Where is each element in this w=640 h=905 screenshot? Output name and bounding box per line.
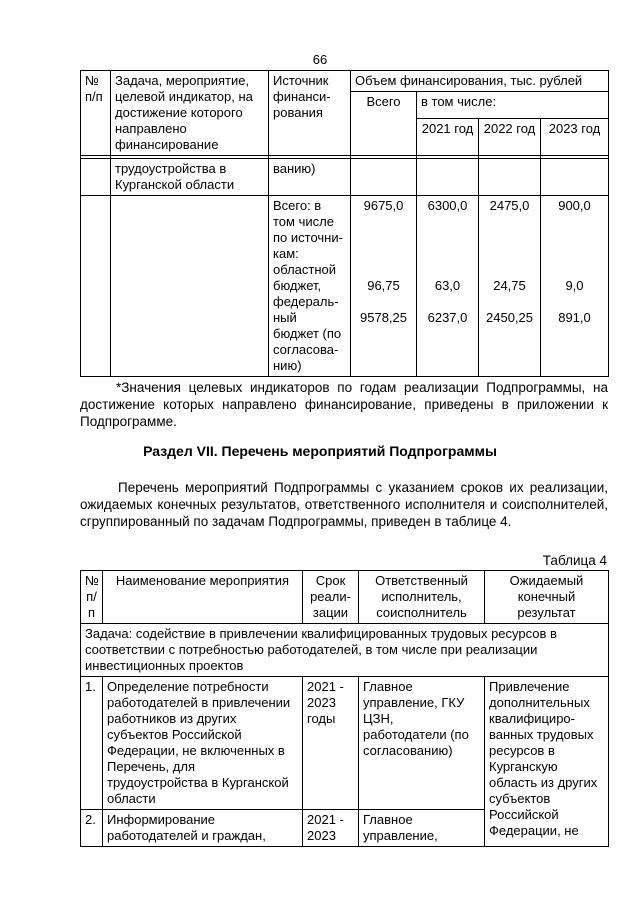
row-num: 1.: [81, 677, 103, 810]
header-task: Задача, мероприятие, целевой индикатор, на достижение которого направлено финансирование: [111, 71, 269, 156]
row2-source: Всего: в том числе по источни-кам: областной бюджет, федераль-ный бюджет (по согласова-нию): [269, 196, 351, 377]
y2023-federal: 891,0: [558, 310, 591, 325]
t2-header-result: Ожидаемый конечный результат: [485, 571, 609, 624]
row2-total: [351, 196, 417, 377]
total-federal: 9578,25: [360, 310, 407, 325]
section-paragraph: Перечень мероприятий Подпрограммы с указанием сроков их реализации, ожидаемых конечных результатов, ответственного исполнителя и соисполнителей, сгруппированный по задачам Подпрограммы, приведен в таблице 4.: [80, 480, 608, 529]
header-2021: 2021 год: [417, 119, 479, 156]
y2021-all: 6300,0: [427, 198, 468, 213]
header-2022: 2022 год: [479, 119, 541, 156]
y2023-regional: 9,0: [565, 278, 584, 293]
t2-header-term: Срок реали-зации: [303, 571, 359, 624]
footnote: *Значения целевых индикаторов по годам реализации Подпрограммы, на достижение которых направлено финансирование, приведены в приложении к Подпрограмме.: [80, 380, 608, 429]
y2022-federal: 2450,25: [486, 310, 533, 325]
y2021-regional: 63,0: [434, 278, 461, 293]
header-source: Источник финанси-рования: [269, 71, 351, 156]
y2021-federal: 6237,0: [427, 310, 468, 325]
row1-task: трудоустройства в Курганской области: [111, 159, 269, 196]
row-resp: Главное управление, ГКУ ЦЗН, работодатели (по согласованию): [359, 677, 485, 810]
row-num: 2.: [81, 810, 103, 847]
page-number: 66: [312, 52, 328, 67]
y2022-all: 2475,0: [489, 198, 530, 213]
y2022-regional: 24,75: [493, 278, 526, 293]
row-result: Привлечение дополнительных квалифициро-ванных трудовых ресурсов в Курганскую область из других субъектов Российской Федерации, не: [485, 677, 609, 847]
row1-num: [81, 159, 111, 196]
header-num: № п/п: [81, 71, 111, 156]
y2023-all: 900,0: [558, 198, 591, 213]
row-name: Определение потребности работодателей в привлечении работников из других субъектов Российской Федерации, не включенных в Перечень, для трудоустройства в Курганской области: [103, 677, 303, 810]
row1-source: ванию): [269, 159, 351, 196]
t2-header-resp: Ответственный исполнитель, соисполнитель: [359, 571, 485, 624]
row-term: 2021 - 2023 годы: [303, 677, 359, 810]
header-including: в том числе:: [417, 92, 609, 119]
row2-2022: [479, 196, 541, 377]
financing-table: [80, 70, 609, 377]
measures-table: [80, 570, 609, 847]
header-2023: 2023 год: [541, 119, 609, 156]
total-regional: 96,75: [367, 278, 400, 293]
total-all: 9675,0: [363, 198, 404, 213]
header-total: Всего: [351, 92, 417, 156]
row-term: 2021 - 2023: [303, 810, 359, 847]
task-row: Задача: содействие в привлечении квалифицированных трудовых ресурсов в соответствии с потребностью работодателей, в том числе при реализации инвестиционных проектов: [81, 624, 609, 677]
row2-2021: [417, 196, 479, 377]
t2-header-name: Наименование мероприятия: [103, 571, 303, 624]
header-volume: Объем финансирования, тыс. рублей: [351, 71, 609, 92]
row-name: Информирование работодателей и граждан,: [103, 810, 303, 847]
table-label: Таблица 4: [542, 553, 607, 568]
section-heading: Раздел VII. Перечень мероприятий Подпрограммы: [143, 443, 497, 459]
t2-header-num: № п/п: [81, 571, 103, 624]
row2-2023: [541, 196, 609, 377]
row-resp: Главное управление,: [359, 810, 485, 847]
